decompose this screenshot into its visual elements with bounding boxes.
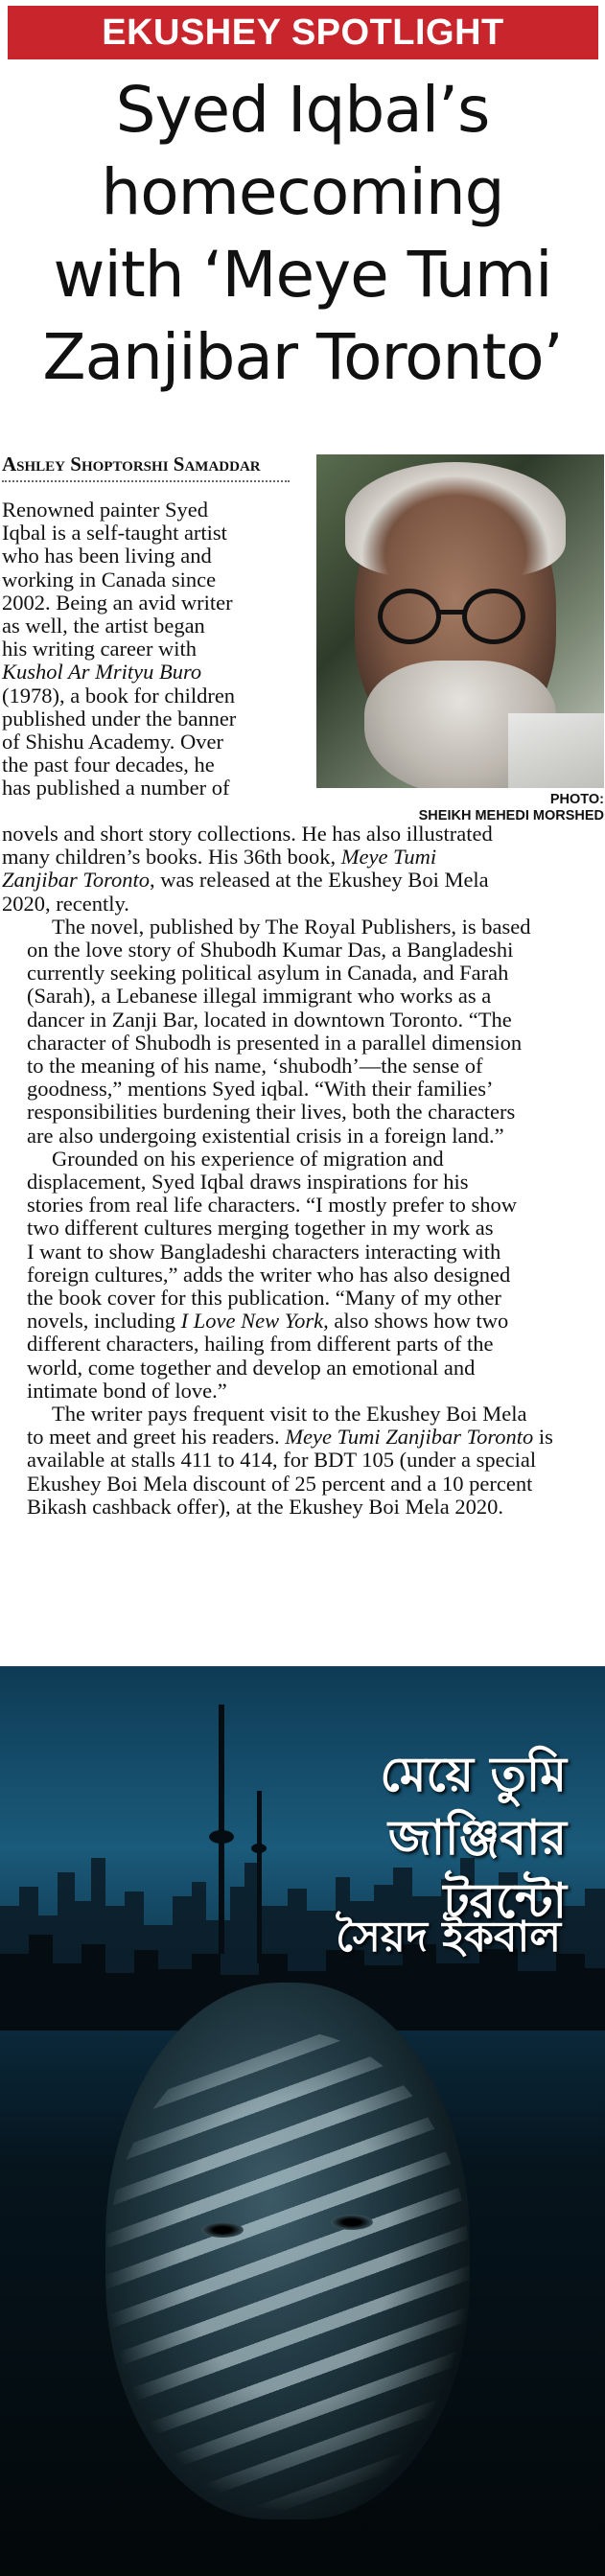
text-line: working in Canada since (2, 567, 217, 592)
text-line: published under the banner (2, 706, 237, 731)
text-line: character of Shubodh is presented in a parallel dimension (27, 1030, 523, 1055)
cover-eye-left (201, 2222, 244, 2238)
text-line: displacement, Syed Iqbal draws inspirations for his (27, 1170, 469, 1195)
text-line-with-book-title: novels, including I Love New York, also shows how two (27, 1309, 509, 1334)
cn-tower-pod (209, 1830, 234, 1844)
article-column-text (2, 499, 309, 801)
text-line: to the meaning of his name, ‘shubodh’—the sense of (27, 1054, 483, 1079)
text-line-with-book-title: many children’s books. His 36th book, Meye Tumi (2, 845, 437, 870)
text-line: (Sarah), a Lebanese illegal immigrant who works as a (27, 984, 492, 1009)
text-line: different characters, hailing from different parts of the (27, 1332, 494, 1357)
text-line: foreign cultures,” adds the writer who has also designed (27, 1262, 511, 1287)
text-line-with-book-title: to meet and greet his readers. Meye Tumi Zanjibar Toronto is (27, 1425, 553, 1450)
photo-credit-label: PHOTO: (549, 792, 604, 807)
text-line: Grounded on his experience of migration and (52, 1146, 444, 1171)
text-line: available at stalls 411 to 414, for BDT 105 (under a special (27, 1448, 537, 1473)
text-line: Bikash cashback offer), at the Ekushey Boi Mela 2020. (27, 1494, 503, 1519)
text-line: the book cover for this publication. “Many of my other (27, 1286, 501, 1311)
text-line: (1978), a book for children (2, 683, 236, 708)
text-line: 2020, recently. (2, 891, 129, 916)
cn-tower-shaft (219, 1705, 224, 1954)
text-line: are also undergoing existential crisis in a foreign land.” (27, 1123, 504, 1148)
text-line: intimate bond of love.” (27, 1378, 227, 1403)
paragraph-4 (2, 1403, 596, 1519)
text-line: Renowned painter Syed (2, 498, 208, 522)
text-line: world, come together and develop an emotional and (27, 1355, 476, 1380)
paragraph-1-tail (2, 823, 596, 916)
text-line: 2002. Being an avid writer (2, 590, 233, 615)
photo-credit (316, 792, 604, 824)
glasses-left-lens (378, 589, 441, 644)
portrait-shirt (508, 713, 604, 788)
book-title: I Love New York (180, 1309, 324, 1334)
photo-credit-name: SHEIKH MEHEDI MORSHED (418, 808, 604, 824)
text-line: The writer pays frequent visit to the Ekushey Boi Mela (52, 1402, 527, 1427)
book-title: Meye Tumi Zanjibar Toronto (285, 1425, 534, 1450)
headline-line: with ‘Meye Tumi (53, 238, 552, 312)
book-title-kushol: Kushol Ar Mrityu Buro (2, 660, 202, 685)
text-line: I want to show Bangladeshi characters interacting with (27, 1239, 501, 1264)
text-line: stories from real life characters. “I mostly prefer to show (27, 1193, 518, 1218)
cover-title-line-1: মেয়ে তুমি (380, 1747, 567, 1802)
text-line: as well, the artist began (2, 614, 205, 638)
cover-light-stripes (105, 2031, 470, 2510)
text-line-with-book-title: Zanjibar Toronto, was released at the Ekushey Boi Mela (2, 868, 489, 893)
text-line: the past four decades, he (2, 753, 215, 777)
text-line: on the love story of Shubodh Kumar Das, a Bangladeshi (27, 938, 514, 963)
text-line: The novel, published by The Royal Publishers, is based (52, 914, 531, 939)
cover-eye-right (331, 2215, 373, 2230)
text-line: novels and short story collections. He has also illustrated (2, 822, 493, 846)
article-body (2, 823, 596, 1519)
author-portrait-photo (316, 454, 604, 788)
book-title: Zanjibar Toronto (2, 868, 151, 893)
portrait-hair (345, 462, 566, 577)
section-banner: EKUSHEY SPOTLIGHT (8, 6, 598, 59)
headline (0, 69, 605, 399)
text-line: goodness,” mentions Syed iqbal. “With their families’ (27, 1077, 494, 1102)
headline-line: Syed Iqbal’s (115, 73, 490, 147)
cover-title-line-2: জাঞ্জিবার টরন্টো (387, 1810, 567, 1929)
glasses-right-lens (462, 589, 525, 644)
book-title: Meye Tumi (340, 845, 437, 870)
text-line: responsibilities burdening their lives, both the characters (27, 1100, 516, 1125)
paragraph-2 (2, 916, 596, 1148)
text-line: who has been living and (2, 544, 212, 569)
text-line: currently seeking political asylum in Canada, and Farah (27, 961, 509, 986)
byline: Ashley Shoptorshi Samaddar (2, 453, 290, 482)
headline-line: homecoming (101, 155, 504, 229)
text-line: Ekushey Boi Mela discount of 25 percent and a 10 percent (27, 1471, 533, 1496)
text-line: Iqbal is a self-taught artist (2, 521, 227, 545)
book-cover-image (0, 1666, 605, 2576)
cover-title (250, 1743, 567, 1933)
paragraph-3 (2, 1148, 596, 1403)
text-line: dancer in Zanji Bar, located in downtown Toronto. “The (27, 1007, 512, 1032)
text-line: two different cultures merging together in my work as (27, 1216, 494, 1241)
cover-author: সৈয়দ ইকবাল (336, 1913, 561, 1961)
text-line: of Shishu Academy. Over (2, 730, 223, 754)
text-line: his writing career with (2, 637, 198, 661)
glasses-bridge (439, 610, 464, 615)
text-line: has published a number of (2, 776, 230, 801)
headline-line: Zanjibar Toronto’ (42, 320, 563, 394)
